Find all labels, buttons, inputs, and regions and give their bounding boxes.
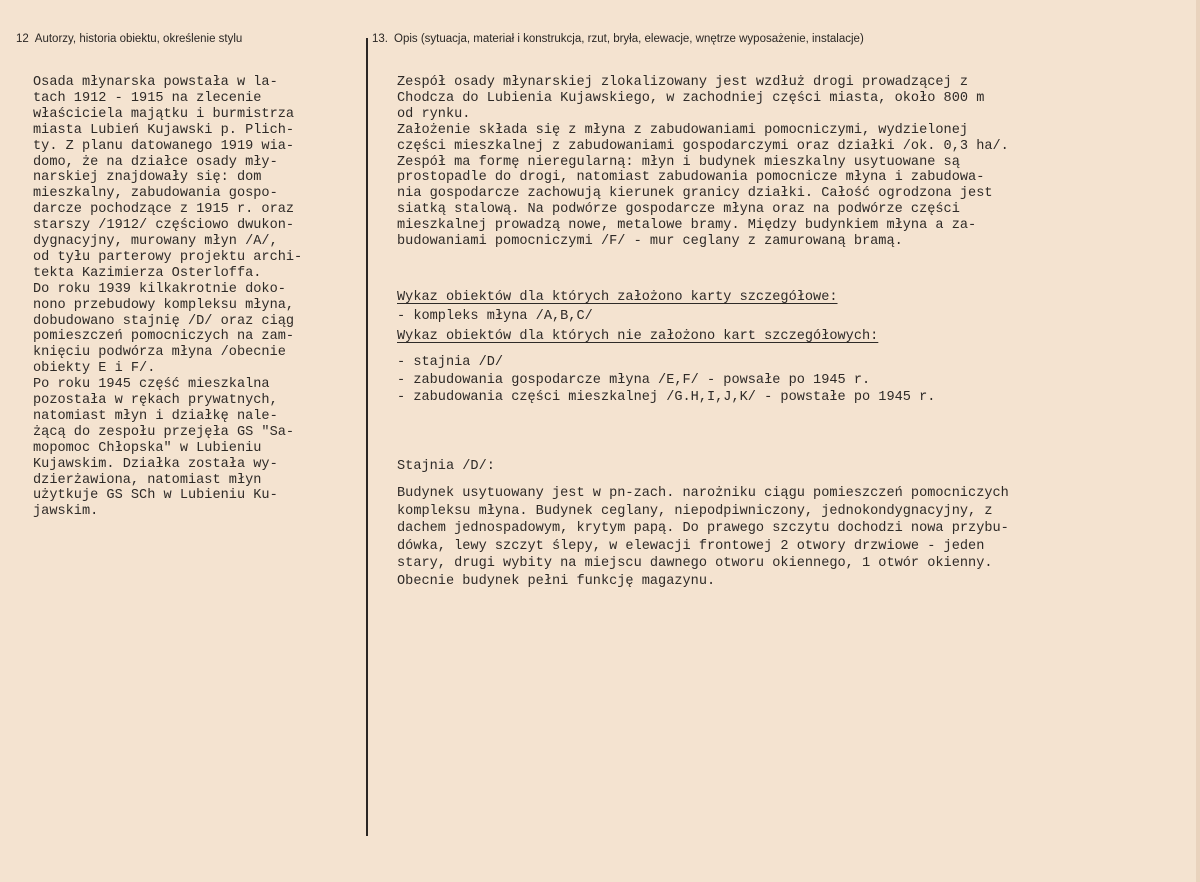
description-line: Chodcza do Lubienia Kujawskiego, w zachodniej części miasta, około 800 m	[397, 90, 985, 106]
stable-heading: Stajnia /D/:	[397, 459, 495, 474]
history-line: narskiej znajdowały się: dom	[33, 170, 262, 186]
history-line: dygnacyjny, murowany młyn /A/,	[33, 234, 278, 249]
list1-heading: Wykaz obiektów dla których założono karty szczegółowe:	[397, 290, 838, 305]
right-section-title: Opis (sytuacja, materiał i konstrukcja, rzut, bryła, elewacje, wnętrze wyposażenie, instalacje)	[394, 33, 864, 45]
list2-heading: Wykaz obiektów dla których nie założono kart szczegółowych:	[397, 329, 879, 344]
history-line: ty. Z planu datowanego 1919 wia-	[33, 138, 295, 154]
history-line: Osada młynarska powstała w la-	[33, 75, 278, 90]
list1-item: - kompleks młyna /A,B,C/	[397, 309, 593, 324]
left-section-title: Autorzy, historia obiektu, określenie stylu	[34, 33, 243, 45]
history-line: nono przebudowy kompleksu młyna,	[33, 297, 295, 313]
history-line: dobudowano stajnię /D/ oraz ciąg	[33, 313, 295, 329]
left-section-number: 12	[16, 33, 29, 45]
history-line: jawskim.	[33, 504, 99, 520]
history-line: tekta Kazimierza Osterloffa.	[33, 265, 262, 281]
history-line: darcze pochodzące z 1915 r. oraz	[33, 202, 295, 218]
description-line: nia gospodarcze zachowują kierunek granicy działki. Całość ogrodzona jest	[397, 186, 993, 202]
description-line: budowaniami pomocniczymi /F/ - mur ceglany z zamurowaną bramą.	[397, 234, 903, 249]
history-line: domo, że na działce osady mły-	[33, 154, 278, 170]
history-line: miasta Lubień Kujawski p. Plich-	[33, 122, 295, 138]
history-line: tach 1912 - 1915 na zlecenie	[33, 90, 262, 106]
history-line: mopomoc Chłopska" w Lubieniu	[33, 440, 262, 456]
history-line: obiekty E i F/.	[33, 361, 156, 377]
right-section-number: 13.	[372, 33, 388, 45]
description-line: prostopadle do drogi, natomiast zabudowania pomocnicze młyna i zabudowa-	[397, 170, 985, 186]
stable-line: dówka, lewy szczyt ślepy, w elewacji frontowej 2 otwory drzwiowe - jeden	[397, 538, 985, 554]
description-line: mieszkalnej prowadzą nowe, metalowe bramy. Między budynkiem młyna a za-	[397, 218, 977, 234]
history-line: knięciu podwórza młyna /obecnie	[33, 345, 286, 361]
list2-item: - zabudowania części mieszkalnej /G.H,I,J,K/ - powstałe po 1945 r.	[397, 390, 936, 405]
stable-line: dachem jednospadowym, krytym papą. Do prawego szczytu dochodzi nowa przybu-	[397, 521, 1009, 536]
card-edge	[1196, 0, 1200, 882]
history-line: właściciela majątku i burmistrza	[33, 106, 295, 122]
description-line: Zespół osady młynarskiej zlokalizowany jest wzdłuż drogi prowadzącej z	[397, 75, 969, 90]
list2-item: - stajnia /D/	[397, 355, 504, 370]
history-line: pozostała w rękach prywatnych,	[33, 393, 278, 408]
description-line: Założenie składa się z młyna z zabudowaniami pomocniczymi, wydzielonej	[397, 122, 969, 138]
description-line: części mieszkalnej z zabudowaniami gospodarczymi oraz działki /ok. 0,3 ha/.	[397, 138, 1009, 154]
history-line: użytkuje GS SCh w Lubieniu Ku-	[33, 488, 278, 504]
history-line: mieszkalny, zabudowania gospo-	[33, 186, 278, 202]
history-line: od tyłu parterowy projektu archi-	[33, 249, 303, 265]
left-section-header	[16, 33, 242, 45]
stable-line: stary, drugi wybity na miejscu dawnego otworu okiennego, 1 otwór okienny.	[397, 556, 993, 571]
history-line: natomiast młyn i działkę nale-	[33, 408, 278, 424]
list2-item: - zabudowania gospodarcze młyna /E,F/ - powsałe po 1945 r.	[397, 372, 871, 388]
stable-line: Budynek usytuowany jest w pn-zach. narożniku ciągu pomieszczeń pomocniczych	[397, 486, 1009, 501]
history-line: Do roku 1939 kilkakrotnie doko-	[33, 281, 286, 297]
history-line: pomieszczeń pomocniczych na zam-	[33, 329, 295, 345]
column-divider	[366, 38, 368, 836]
stable-line: Obecnie budynek pełni funkcję magazynu.	[397, 573, 716, 589]
stable-line: kompleksu młyna. Budynek ceglany, niepodpiwniczony, jednokondygnacyjny, z	[397, 503, 993, 519]
history-line: dzierżawiona, natomiast młyn	[33, 472, 262, 488]
description-line: Zespół ma formę nieregularną: młyn i budynek mieszkalny usytuowane są	[397, 154, 960, 170]
description-line: siatką stalową. Na podwórze gospodarcze młyna oraz na podwórze części	[397, 202, 960, 218]
history-line: Kujawskim. Działka została wy-	[33, 456, 278, 472]
right-section-header	[372, 33, 864, 45]
description-line: od rynku.	[397, 106, 471, 122]
history-line: Po roku 1945 część mieszkalna	[33, 377, 270, 393]
history-line: starszy /1912/ częściowo dwukon-	[33, 218, 295, 234]
history-line: żącą do zespołu przejęła GS "Sa-	[33, 424, 295, 440]
